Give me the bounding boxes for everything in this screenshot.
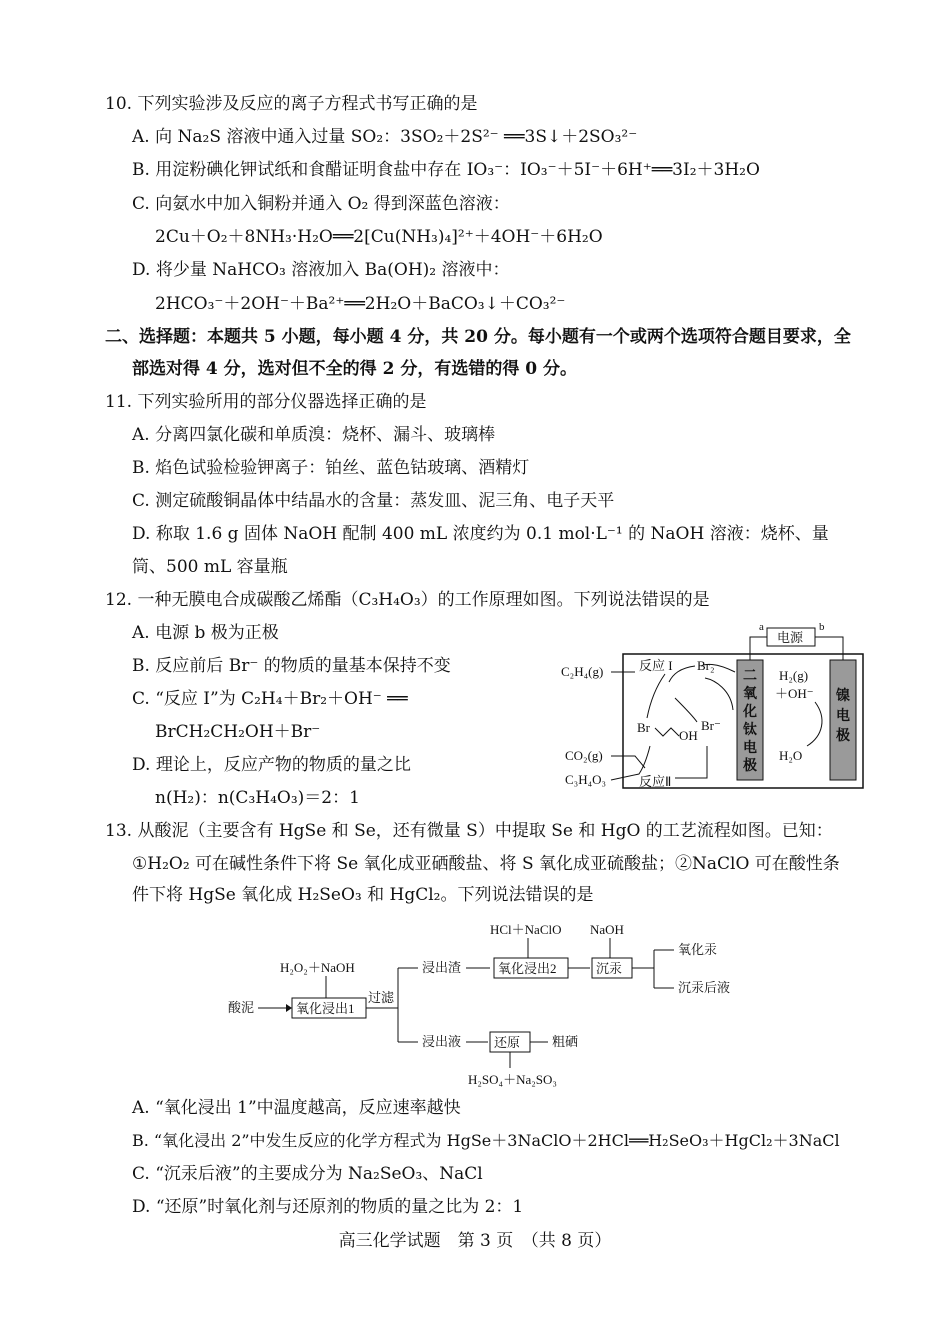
svg-text:氧: 氧 [743,687,757,702]
q10-option-d: D. 将少量 NaHCO₃ 溶液加入 Ba(OH)₂ 溶液中： [132,260,510,280]
q10-stem: 10. 下列实验涉及反应的离子方程式书写正确的是 [105,94,478,114]
h2o2-naoh-label: H₂O₂＋NaOH [280,960,355,975]
q10-option-c-equation: 2Cu＋O₂＋8NH₃·H₂O══2[Cu(NH₃)₄]²⁺＋4OH⁻＋6H₂O [155,227,603,247]
q13-stem-cont1: ①H₂O₂ 可在碱性条件下将 Se 氧化成亚硒酸盐、将 S 氧化成亚硫酸盐；②NaClO 可在酸性条 [132,854,840,874]
q12-stem: 12. 一种无膜电合成碳酸乙烯酯（C₃H₄O₃）的工作原理如图。下列说法错误的是 [105,590,710,610]
q11-option-d: D. 称取 1.6 g 固体 NaOH 配制 400 mL 浓度约为 0.1 mol·L⁻¹ 的 NaOH 溶液：烧杯、量 [132,524,829,544]
bromide-label: Br⁻ [701,718,721,733]
filter-label: 过滤 [368,990,395,1005]
naoh-label: NaOH [590,922,624,937]
svg-text:电: 电 [836,709,850,724]
mercury-oxide-label: 氧化汞 [678,942,718,957]
q13-stem-cont2: 件下将 HgSe 氧化成 H₂SeO₃ 和 HgCl₂。下列说法错误的是 [132,885,594,905]
q13-option-b: B. “氧化浸出 2”中发生反应的化学方程式为 HgSe＋3NaClO＋2HCl══H₂SeO₃＋HgCl₂＋3NaCl [132,1131,840,1150]
hydrogen-label: H₂(g) [779,668,809,683]
electrolysis-diagram [555,618,875,796]
q12-option-d: D. 理论上，反应产物的物质的量之比 [132,755,411,775]
hydroxide-label: ＋OH⁻ [775,686,814,701]
water-label: H₂O [779,748,803,763]
reaction-2-label: 反应Ⅱ [639,774,672,789]
svg-text:极: 极 [743,759,757,774]
oxidative-leach-2-label: 氧化浸出2 [498,961,557,976]
q11-option-a: A. 分离四氯化碳和单质溴：烧杯、漏斗、玻璃棒 [132,425,496,445]
reduction-label: 还原 [494,1035,521,1050]
svg-text:化: 化 [743,705,757,720]
carbonate-product-label: C₃H₄O₃ [565,772,607,787]
q11-stem: 11. 下列实验所用的部分仪器选择正确的是 [105,392,427,412]
q12-option-c: C. “反应 I”为 C₂H₄＋Br₂＋OH⁻ ══ [132,689,408,709]
q12-option-c-cont: BrCH₂CH₂OH＋Br⁻ [155,722,321,742]
svg-text:电: 电 [743,741,757,756]
oxidative-leach-1-label: 氧化浸出1 [296,1001,355,1016]
bromoethanol-oh-label: OH [679,728,698,743]
terminal-a-label: a [759,621,764,633]
svg-text:钛: 钛 [743,723,757,738]
svg-text:镍: 镍 [836,689,850,704]
q12-option-a: A. 电源 b 极为正极 [132,623,279,643]
after-precipitation-label: 沉汞后液 [678,980,731,995]
crude-selenium-label: 粗硒 [552,1034,579,1049]
q12-option-b: B. 反应前后 Br⁻ 的物质的量基本保持不变 [132,656,451,676]
svg-text:二: 二 [743,669,757,684]
q12-option-d-cont: n(H₂)：n(C₃H₄O₃)＝2：1 [155,788,360,808]
page-footer: 高三化学试题 第 3 页 （共 8 页） [338,1231,612,1251]
q13-option-d: D. “还原”时氧化剂与还原剂的物质的量之比为 2：1 [132,1197,524,1217]
terminal-b-label: b [819,621,825,633]
svg-text:极: 极 [836,729,850,744]
q10-option-d-equation: 2HCO₃⁻＋2OH⁻＋Ba²⁺══2H₂O＋BaCO₃↓＋CO₃²⁻ [155,294,566,314]
q11-option-b: B. 焰色试验检验钾离子：铂丝、蓝色钴玻璃、酒精灯 [132,458,530,478]
residue-label: 浸出渣 [422,960,462,975]
co2-label: CO₂(g) [565,748,603,763]
section2-heading-cont: 部选对得 4 分，选对但不全的得 2 分，有选错的得 0 分。 [132,359,577,379]
bromoethanol-br-label: Br [637,720,650,735]
q10-option-b: B. 用淀粉碘化钾试纸和食醋证明食盐中存在 IO₃⁻：IO₃⁻＋5I⁻＋6H⁺══3I₂＋3H₂O [132,160,760,180]
reaction-1-label: 反应 I [639,658,673,673]
section2-heading: 二、选择题：本题共 5 小题，每小题 4 分，共 20 分。每小题有一个或两个选项符合题目要求，全 [105,327,851,347]
q11-option-c: C. 测定硫酸铜晶体中结晶水的含量：蒸发皿、泥三角、电子天平 [132,491,615,511]
leachate-label: 浸出液 [422,1034,462,1049]
q13-stem: 13. 从酸泥（主要含有 HgSe 和 Se，还有微量 S）中提取 Se 和 HgO 的工艺流程如图。已知： [105,821,833,841]
process-flow-chart [228,918,768,1090]
power-supply-label: 电源 [777,630,804,645]
mercury-precipitation-label: 沉汞 [596,961,623,976]
h2so4-na2so3-label: H₂SO₄＋Na₂SO₃ [468,1072,557,1087]
q10-option-a: A. 向 Na₂S 溶液中通入过量 SO₂：3SO₂＋2S²⁻ ══3S↓＋2SO₃²⁻ [132,127,638,147]
q10-option-c: C. 向氨水中加入铜粉并通入 O₂ 得到深蓝色溶液： [132,194,510,214]
bromine-label: Br₂ [697,658,715,673]
q13-option-c: C. “沉汞后液”的主要成分为 Na₂SeO₃、NaCl [132,1164,483,1184]
ethylene-label: C₂H₄(g) [561,664,604,679]
acid-mud-label: 酸泥 [228,1000,255,1015]
q13-option-a: A. “氧化浸出 1”中温度越高，反应速率越快 [132,1098,461,1118]
hcl-naclo-label: HCl＋NaClO [490,922,562,937]
q11-option-d-cont: 筒、500 mL 容量瓶 [132,557,288,577]
